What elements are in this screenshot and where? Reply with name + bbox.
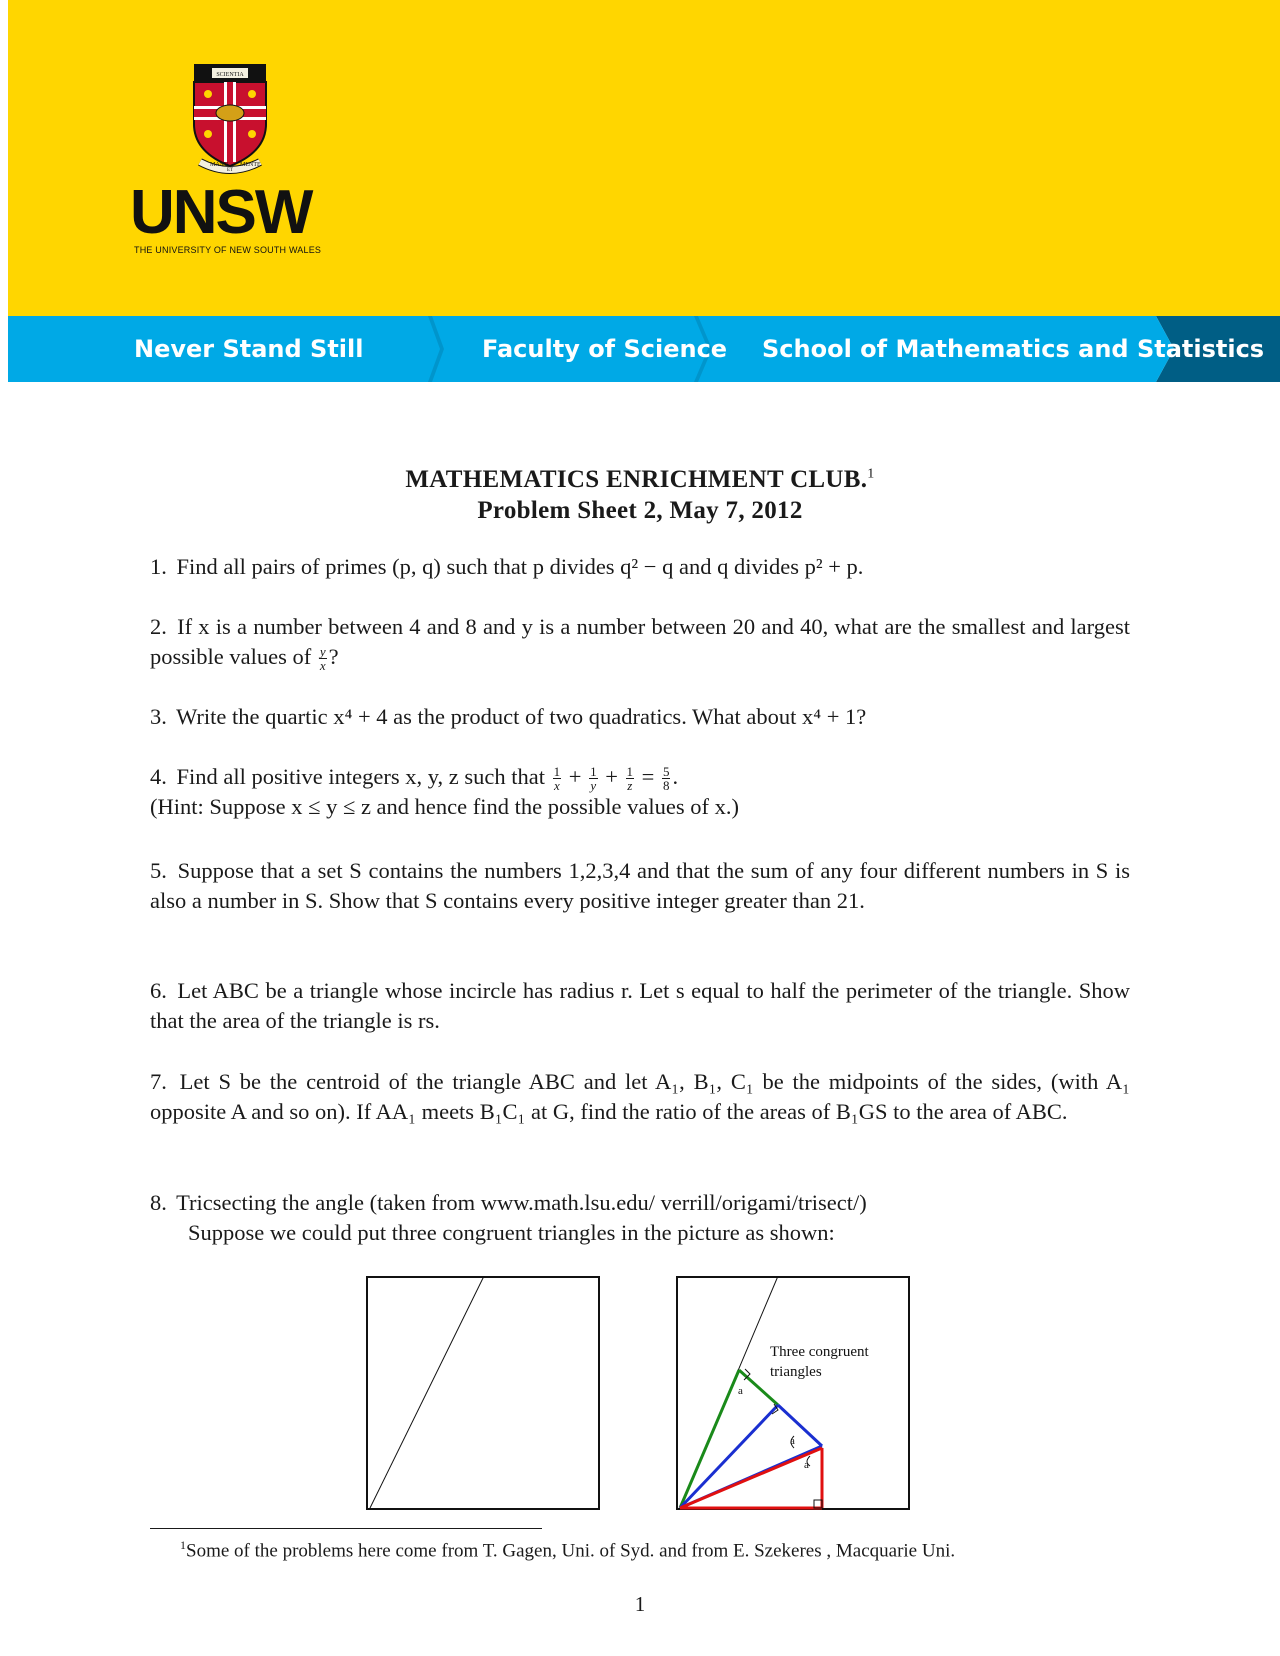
footnote-rule xyxy=(150,1528,542,1529)
motto-left: MANU xyxy=(210,162,229,168)
footnote-text: Some of the problems here come from T. Gagen, Uni. of Syd. and from E. Szekeres , Macquarie Uni. xyxy=(186,1540,956,1562)
problem-5 xyxy=(150,856,1130,916)
problem-2: 2. If x is a number between 4 and 8 and y is a number between 20 and 40, what are the smallest and largest possible values of $\frac{y}{x}$ ? xyxy=(150,614,1130,674)
problem-text-line2: Suppose we could put three congruent triangles in the picture as shown: xyxy=(188,1220,835,1245)
problem-text: Let ABC be a triangle whose incircle has radius r. Let s equal to half the perimeter of the triangle. Show that the area of the triangle is rs. xyxy=(150,978,1131,1033)
document-subtitle: Problem Sheet 2, May 7, 2012 xyxy=(477,497,803,524)
problem-hint: (Hint: Suppose x ≤ y ≤ z and hence find the possible values of x.) xyxy=(150,794,739,820)
angle-label-1: a xyxy=(738,1385,743,1397)
problem-8 xyxy=(150,1188,1130,1248)
footnote-mark: 1 xyxy=(180,1538,186,1552)
figure-label-line1: Three congruent xyxy=(770,1344,869,1360)
figure-label-line2: triangles xyxy=(770,1364,822,1380)
problem-number: 1. xyxy=(150,554,167,579)
problem-number: 7. xyxy=(150,1069,167,1094)
angle-label-2: a xyxy=(790,1435,795,1447)
fraction-1-over-y: $\frac{1}{y}$ xyxy=(590,764,597,794)
figure-trisection xyxy=(676,1276,912,1512)
fraction-5-over-8: $\frac{5}{8}$ xyxy=(662,764,670,794)
problem-text: Find all pairs of primes (p, q) such that p divides q² − q and q divides p² + p. xyxy=(176,554,864,579)
page-number: 1 xyxy=(634,1592,646,1616)
problem-number: 8. xyxy=(150,1190,167,1215)
university-name: THE UNIVERSITY OF NEW SOUTH WALES xyxy=(134,245,322,255)
problem-6 xyxy=(150,976,1130,1036)
fraction-1-over-z: $\frac{1}{z}$ xyxy=(626,764,634,794)
blue-triangle-base xyxy=(778,1405,822,1446)
problem-text: Suppose that a set S contains the numbers 1,2,3,4 and that the sum of any four different numbers in S is also a number in S. Show that S contains every positive integer greater than 21. xyxy=(150,858,1131,913)
unsw-crest-icon xyxy=(190,62,270,178)
fraction-y-over-x: $\frac{y}{x}$ xyxy=(319,644,326,674)
problem-number: 4. xyxy=(150,764,167,789)
problem-3 xyxy=(150,702,1130,732)
problem-number: 2. xyxy=(150,614,167,639)
problem-text: Write the quartic x⁴ + 4 as the product of two quadratics. What about x⁴ + 1? xyxy=(176,704,867,729)
motto-right: MENTE xyxy=(240,162,261,168)
figure-empty-square xyxy=(366,1276,602,1512)
problem-number: 3. xyxy=(150,704,167,729)
fraction-1-over-x: $\frac{1}{x}$ xyxy=(553,764,561,794)
band-label-never-stand-still: Never Stand Still xyxy=(134,335,364,363)
crest-banner-text: SCIENTIA xyxy=(216,72,244,78)
title-line1: MATHEMATICS ENRICHMENT CLUB. xyxy=(405,466,868,493)
problem-text: If x is a number between 4 and 8 and y is a number between 20 and 40, what are the smallest and largest possible values of xyxy=(150,614,1130,669)
angle-label-3: a xyxy=(804,1459,809,1471)
title-footnote-mark: 1 xyxy=(867,466,875,482)
problem-4: 4. Find all positive integers x, y, z such that $\frac{1}{x}$ + $\frac{1}{y}$ + $\frac{1}{z}$ = $\frac{5}{8}$ . (Hint: Suppose x ≤ y ≤ z and hence find the possible values of x.) xyxy=(150,764,739,820)
footnote xyxy=(180,1532,955,1564)
unsw-wordmark: UNSW xyxy=(130,178,312,247)
problem-number: 5. xyxy=(150,858,167,883)
blue-triangle-side xyxy=(680,1405,778,1508)
problem-text: Find all positive integers x, y, z such that xyxy=(176,764,545,789)
problem-1 xyxy=(150,552,1130,582)
problem-text-line1: Tricsecting the angle (taken from www.math.lsu.edu/ verrill/origami/trisect/) xyxy=(176,1190,867,1215)
problem-7 xyxy=(150,1067,1130,1127)
problem-text: Let S be the centroid of the triangle ABC and let A₁, B₁, C₁ be the midpoints of the sides, (with A₁ opposite A and so on). If AA₁ meets B₁C₁ at G, find the ratio of the areas of B₁GS to the area of ABC. xyxy=(150,1069,1130,1124)
problem-number: 6. xyxy=(150,978,167,1003)
band-label-faculty: Faculty of Science xyxy=(482,335,728,363)
motto-mid: ET xyxy=(226,168,234,173)
band-label-school: School of Mathematics and Statistics xyxy=(762,335,1265,363)
document-title xyxy=(0,466,1280,494)
